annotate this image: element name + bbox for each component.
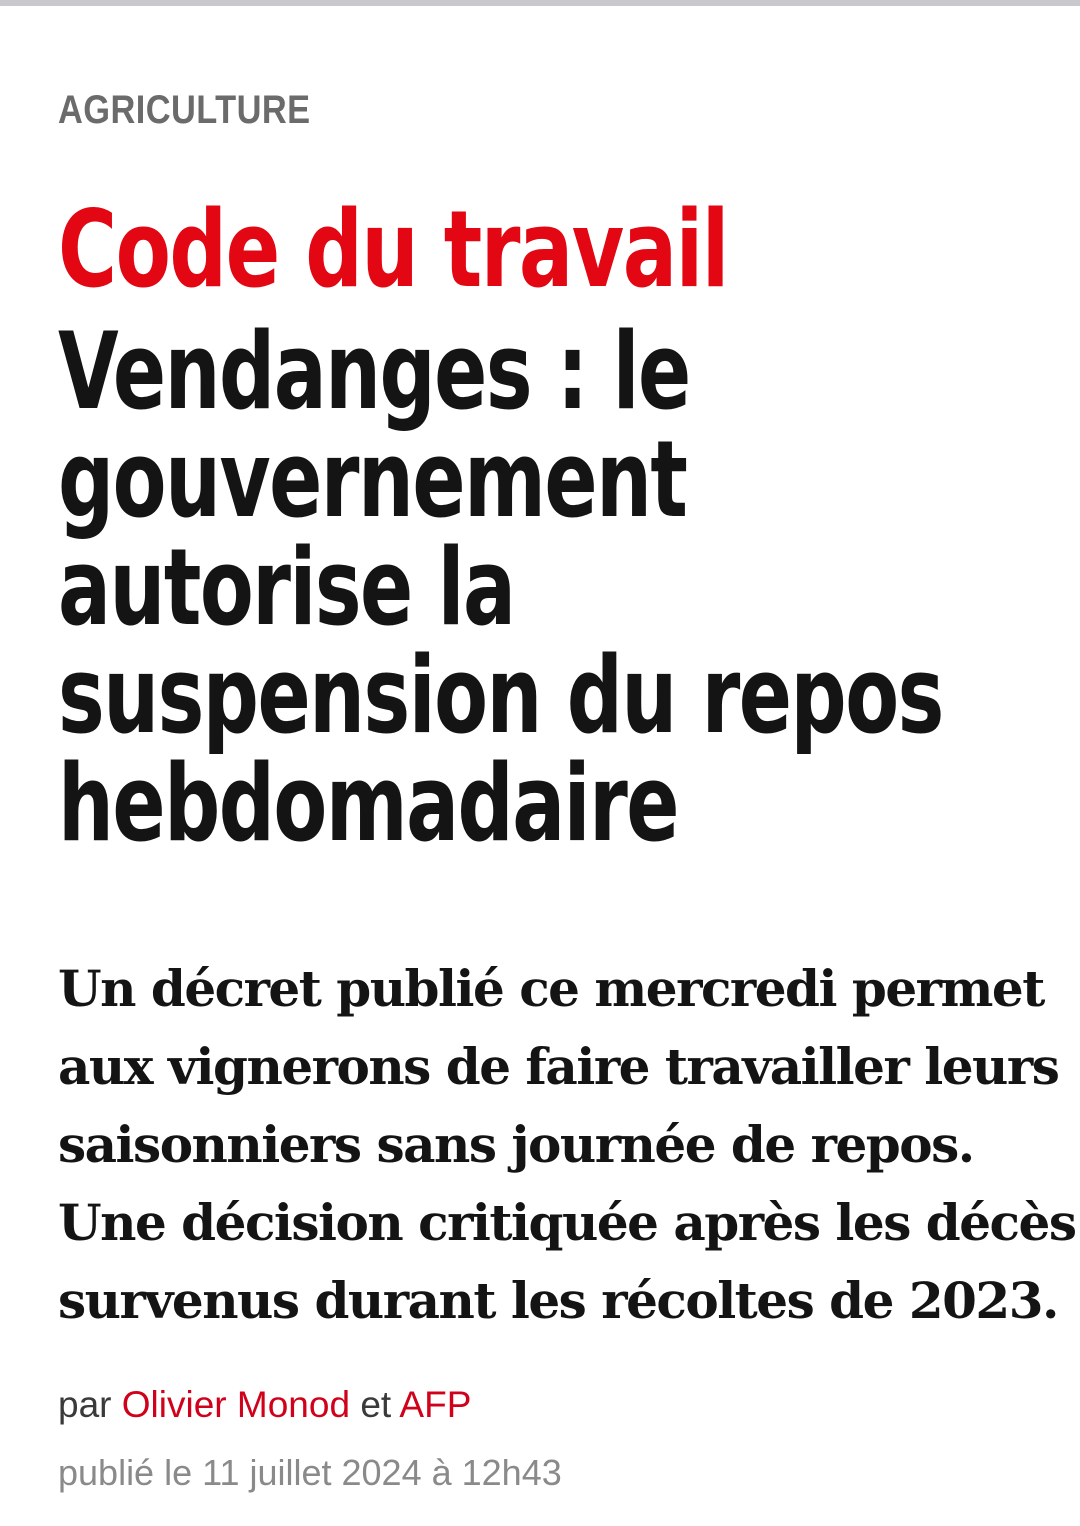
- article-headline: [58, 310, 1020, 865]
- headline-line: Vendanges : le: [58, 310, 690, 433]
- byline-prefix: par: [58, 1384, 112, 1425]
- section-label[interactable]: AGRICULTURE: [58, 88, 311, 132]
- headline-line: autorise la: [58, 526, 515, 649]
- author-link[interactable]: Olivier Monod: [121, 1384, 351, 1425]
- byline: [58, 1380, 471, 1430]
- lede-line: survenus durant les récoltes de 2023.: [58, 1271, 1058, 1330]
- top-scroll-bar: [0, 0, 1080, 6]
- article-kicker: Code du travail: [58, 188, 728, 311]
- lede-line: Un décret publié ce mercredi permet: [58, 959, 1044, 1018]
- agency-link[interactable]: AFP: [399, 1384, 472, 1425]
- headline-line: hebdomadaire: [58, 742, 678, 865]
- lede-line: aux vignerons de faire travailler leurs: [58, 1037, 1059, 1096]
- byline-conjunction: et: [360, 1384, 392, 1425]
- lede-line: Une décision critiquée après les décès: [58, 1193, 1076, 1252]
- headline-line: gouvernement: [58, 418, 687, 541]
- publication-date: publié le 11 juillet 2024 à 12h43: [58, 1452, 562, 1493]
- lede-line: saisonniers sans journée de repos.: [58, 1115, 974, 1174]
- article-lede: [58, 950, 1076, 1340]
- headline-line: suspension du repos: [58, 634, 943, 757]
